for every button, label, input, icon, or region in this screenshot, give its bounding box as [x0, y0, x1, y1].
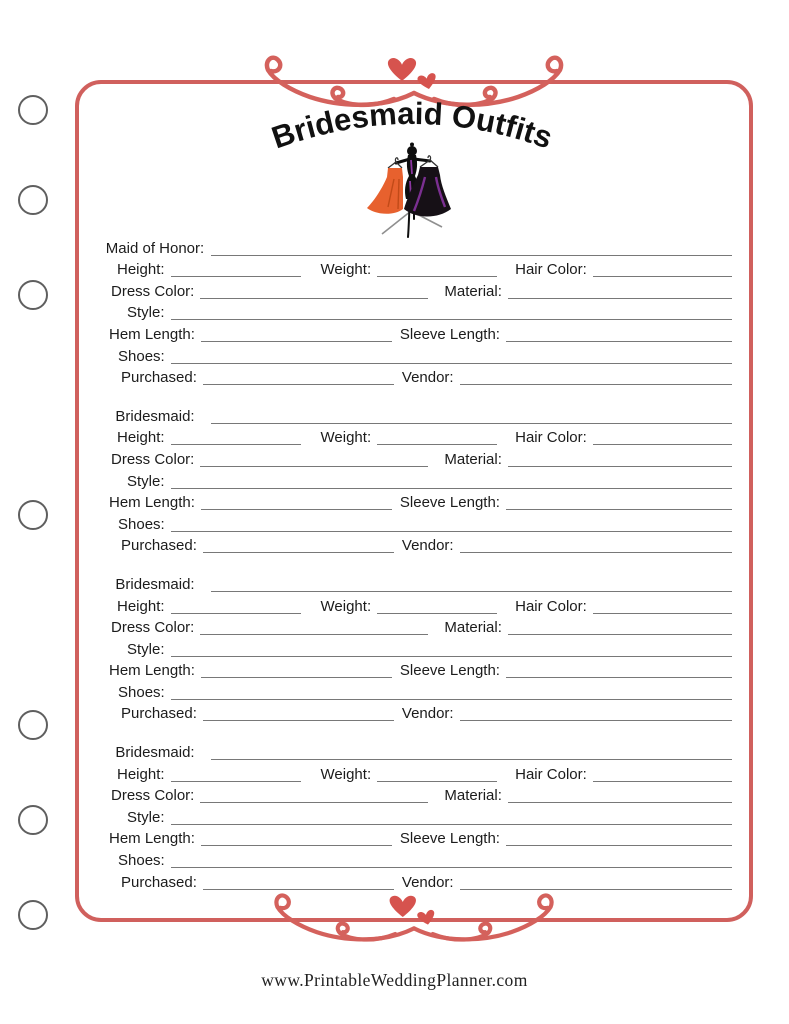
person-field-line — [211, 411, 732, 424]
style-label: Style: — [127, 640, 165, 658]
binder-hole — [18, 500, 48, 530]
sleeve-length-field-line — [506, 329, 732, 342]
row-dresscolor-material — [105, 279, 732, 301]
row-height-weight-haircolor — [105, 258, 732, 280]
row-style — [105, 469, 732, 491]
row-purchased-vendor — [105, 366, 732, 388]
height-field-line — [171, 769, 301, 782]
page-title-text: Bridesmaid Outfits — [267, 95, 557, 156]
sleeve-length-field-line — [506, 833, 732, 846]
purchased-label: Purchased: — [121, 537, 197, 555]
footer-url: www.PrintableWeddingPlanner.com — [261, 970, 528, 990]
binder-hole — [18, 900, 48, 930]
weight-field-line — [377, 601, 497, 614]
shoes-label: Shoes: — [118, 683, 165, 701]
material-label: Material: — [444, 450, 502, 468]
hair-color-field-line — [593, 432, 732, 445]
row-shoes — [105, 680, 732, 702]
vendor-field-line — [460, 877, 732, 890]
person-label: Maid of Honor: — [105, 239, 205, 257]
weight-field-line — [377, 264, 497, 277]
outfit-section — [105, 404, 732, 555]
hem-length-field-line — [201, 329, 392, 342]
sleeve-length-label: Sleeve Length: — [399, 494, 500, 512]
weight-field-line — [377, 432, 497, 445]
row-person — [105, 740, 732, 762]
person-field-line — [211, 243, 732, 256]
vendor-label: Vendor: — [401, 537, 454, 555]
row-person — [105, 236, 732, 258]
sleeve-length-label: Sleeve Length: — [399, 325, 500, 343]
sleeve-length-field-line — [506, 497, 732, 510]
binder-hole — [18, 95, 48, 125]
vendor-field-line — [460, 708, 732, 721]
dress-color-label: Dress Color: — [111, 619, 195, 637]
material-field-line — [508, 454, 732, 467]
row-style — [105, 301, 732, 323]
dress-color-field-line — [200, 454, 428, 467]
row-shoes — [105, 848, 732, 870]
row-shoes — [105, 344, 732, 366]
outfit-form — [105, 236, 732, 892]
row-hemlength-sleevelength — [105, 322, 732, 344]
hair-color-label: Hair Color: — [515, 261, 587, 279]
binder-hole — [18, 710, 48, 740]
person-label: Bridesmaid: — [115, 575, 195, 593]
style-field-line — [171, 476, 732, 489]
row-dresscolor-material — [105, 784, 732, 806]
material-label: Material: — [444, 619, 502, 637]
material-field-line — [508, 286, 732, 299]
hem-length-label: Hem Length: — [109, 830, 195, 848]
outfit-section — [105, 740, 732, 891]
height-label: Height: — [117, 765, 165, 783]
style-field-line — [171, 307, 732, 320]
heart-icon — [388, 58, 438, 91]
hair-color-label: Hair Color: — [515, 765, 587, 783]
binder-hole — [18, 805, 48, 835]
person-field-line — [211, 579, 732, 592]
style-field-line — [171, 644, 732, 657]
dress-color-label: Dress Color: — [111, 450, 195, 468]
person-label: Bridesmaid: — [115, 744, 195, 762]
sleeve-length-label: Sleeve Length: — [399, 662, 500, 680]
dress-color-field-line — [200, 286, 428, 299]
hem-length-label: Hem Length: — [109, 494, 195, 512]
hair-color-field-line — [593, 769, 732, 782]
row-style — [105, 805, 732, 827]
row-person — [105, 404, 732, 426]
row-dresscolor-material — [105, 616, 732, 638]
vendor-field-line — [460, 372, 732, 385]
sleeve-length-label: Sleeve Length: — [399, 830, 500, 848]
hem-length-label: Hem Length: — [109, 325, 195, 343]
hem-length-field-line — [201, 833, 392, 846]
style-label: Style: — [127, 808, 165, 826]
outfit-section — [105, 572, 732, 723]
binder-hole — [18, 280, 48, 310]
person-field-line — [211, 747, 732, 760]
orange-dress — [367, 158, 403, 214]
height-label: Height: — [117, 429, 165, 447]
hearts-flourish-divider-icon — [244, 891, 584, 949]
row-hemlength-sleevelength — [105, 659, 732, 681]
dress-color-field-line — [200, 790, 428, 803]
material-label: Material: — [444, 282, 502, 300]
material-label: Material: — [444, 787, 502, 805]
hem-length-field-line — [201, 665, 392, 678]
hair-color-label: Hair Color: — [515, 429, 587, 447]
height-field-line — [171, 601, 301, 614]
style-label: Style: — [127, 472, 165, 490]
purchased-field-line — [203, 877, 394, 890]
weight-label: Weight: — [320, 765, 372, 783]
outfit-section — [105, 236, 732, 387]
row-purchased-vendor — [105, 870, 732, 892]
row-purchased-vendor — [105, 702, 732, 724]
height-label: Height: — [117, 597, 165, 615]
shoes-field-line — [171, 519, 732, 532]
shoes-label: Shoes: — [118, 515, 165, 533]
row-height-weight-haircolor — [105, 762, 732, 784]
material-field-line — [508, 790, 732, 803]
dress-color-field-line — [200, 622, 428, 635]
shoes-field-line — [171, 687, 732, 700]
hem-length-field-line — [201, 497, 392, 510]
vendor-field-line — [460, 540, 732, 553]
row-height-weight-haircolor — [105, 594, 732, 616]
shoes-label: Shoes: — [118, 852, 165, 870]
style-field-line — [171, 812, 732, 825]
row-hemlength-sleevelength — [105, 827, 732, 849]
vendor-label: Vendor: — [401, 705, 454, 723]
vendor-label: Vendor: — [401, 873, 454, 891]
binder-hole — [18, 185, 48, 215]
row-purchased-vendor — [105, 534, 732, 556]
weight-field-line — [377, 769, 497, 782]
sleeve-length-field-line — [506, 665, 732, 678]
weight-label: Weight: — [320, 429, 372, 447]
hair-color-field-line — [593, 264, 732, 277]
weight-label: Weight: — [320, 261, 372, 279]
height-field-line — [171, 264, 301, 277]
purchased-label: Purchased: — [121, 705, 197, 723]
weight-label: Weight: — [320, 597, 372, 615]
person-label: Bridesmaid: — [115, 407, 195, 425]
row-style — [105, 637, 732, 659]
purchased-field-line — [203, 372, 394, 385]
height-field-line — [171, 432, 301, 445]
purchased-field-line — [203, 540, 394, 553]
style-label: Style: — [127, 304, 165, 322]
shoes-field-line — [171, 855, 732, 868]
height-label: Height: — [117, 261, 165, 279]
row-hemlength-sleevelength — [105, 491, 732, 513]
hair-color-label: Hair Color: — [515, 597, 587, 615]
hem-length-label: Hem Length: — [109, 662, 195, 680]
material-field-line — [508, 622, 732, 635]
vendor-label: Vendor: — [401, 369, 454, 387]
row-dresscolor-material — [105, 447, 732, 469]
purchased-label: Purchased: — [121, 369, 197, 387]
hair-color-field-line — [593, 601, 732, 614]
shoes-label: Shoes: — [118, 347, 165, 365]
row-height-weight-haircolor — [105, 426, 732, 448]
dress-color-label: Dress Color: — [111, 787, 195, 805]
purchased-field-line — [203, 708, 394, 721]
shoes-field-line — [171, 351, 732, 364]
dress-color-label: Dress Color: — [111, 282, 195, 300]
row-person — [105, 572, 732, 594]
row-shoes — [105, 512, 732, 534]
purchased-label: Purchased: — [121, 873, 197, 891]
dress-fitting-silhouette-clipart — [350, 141, 472, 238]
heart-icon — [390, 896, 437, 927]
